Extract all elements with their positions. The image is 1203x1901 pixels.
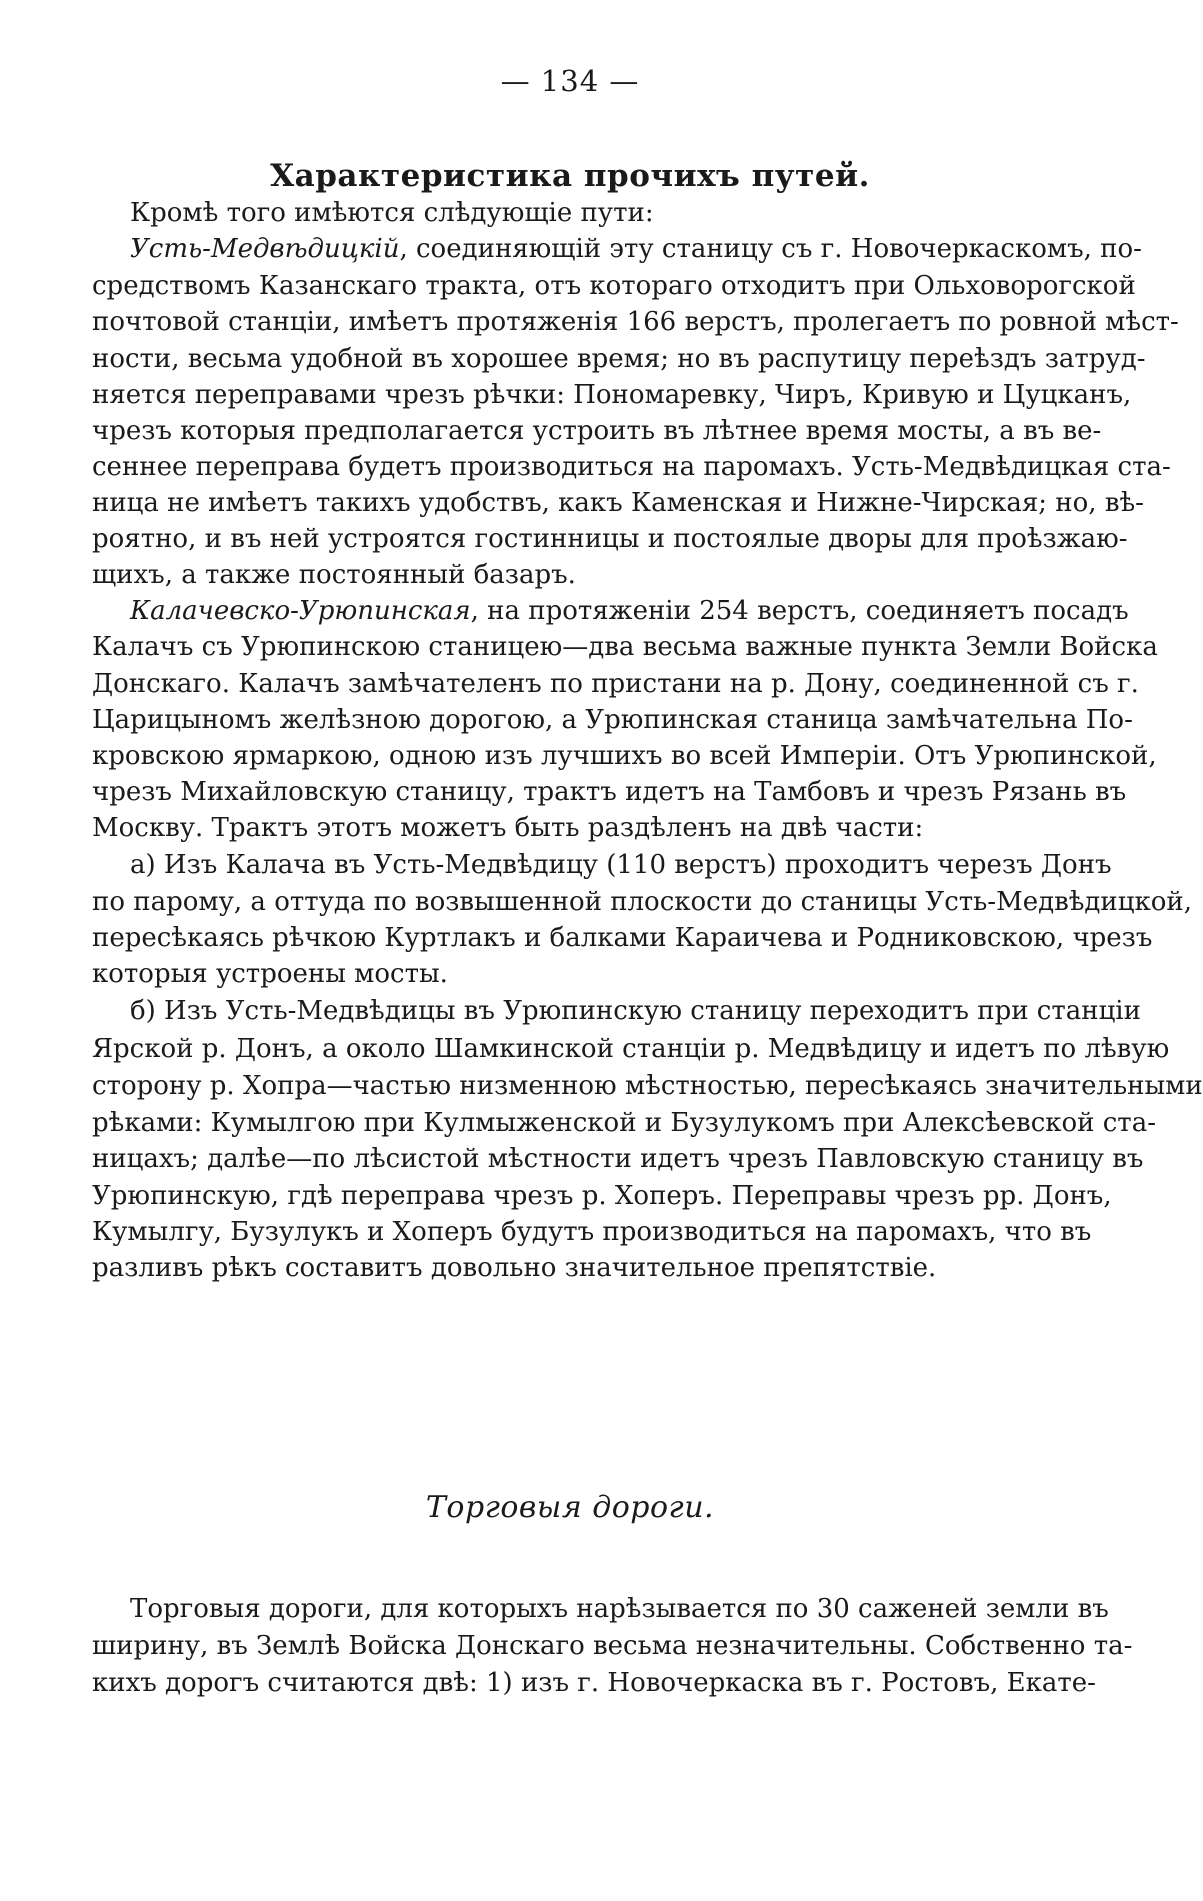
section-2-title: Торговыя дороги.	[425, 1490, 715, 1525]
paragraph-1-line: чрезъ которыя предполагается устроить въ лѣтнее время мосты, а въ ве-	[92, 416, 1102, 446]
paragraph-1-line	[130, 230, 1142, 268]
paragraph-1-line: почтовой станціи, имѣетъ протяженія 166 верстъ, пролегаетъ по ровной мѣст-	[92, 307, 1179, 337]
paragraph-2-line	[130, 592, 1129, 630]
paragraph-2-line-text: , на протяженіи 254 верстъ, соединяетъ посадъ	[470, 596, 1129, 626]
paragraph-4-line: Кумылгу, Бузулукъ и Хоперъ будутъ производиться на паромахъ, что въ	[92, 1217, 1092, 1247]
paragraph-2-line: кровскою ярмаркою, одною изъ лучшихъ во всей Имперіи. Отъ Урюпинской,	[92, 741, 1157, 771]
paragraph-3-line: по парому, а оттуда по возвышенной плоскости до станицы Усть-Медвѣдицкой,	[92, 887, 1192, 917]
paragraph-2-line: Москву. Трактъ этотъ можетъ быть раздѣленъ на двѣ части:	[92, 813, 924, 843]
paragraph-2-line: Калачъ съ Урюпинскою станицею—два весьма важные пункта Земли Войска	[92, 632, 1158, 662]
paragraph-1-line-text: , соединяющій эту станицу съ г. Новочеркаскомъ, по-	[399, 234, 1142, 264]
paragraph-5-line: Торговыя дороги, для которыхъ нарѣзывается по 30 саженей земли въ	[130, 1594, 1109, 1624]
paragraph-3-line: пересѣкаясь рѣчкою Куртлакъ и балками Караичева и Родниковскою, чрезъ	[92, 923, 1153, 953]
paragraph-4-line: ницахъ; далѣе—по лѣсистой мѣстности идетъ чрезъ Павловскую станицу въ	[92, 1144, 1144, 1174]
paragraph-4-line: разливъ рѣкъ составитъ довольно значительное препятствіе.	[92, 1253, 937, 1283]
paragraph-1-line: ности, весьма удобной въ хорошее время; но въ распутицу переѣздъ затруд-	[92, 344, 1146, 374]
intro-line: Кромѣ того имѣются слѣдующіе пути:	[130, 198, 654, 228]
paragraph-4-line: рѣками: Кумылгою при Кулмыженской и Бузулукомъ при Алексѣевской ста-	[92, 1108, 1156, 1138]
paragraph-4-line: Ярской р. Донъ, а около Шамкинской станціи р. Медвѣдицу и идетъ по лѣвую	[92, 1034, 1170, 1064]
paragraph-5-line: ширину, въ Землѣ Войска Донскаго весьма незначительны. Собственно та-	[92, 1631, 1133, 1661]
route-name-kalachevsko-uryupinskaya: Калачевско-Урюпинская	[130, 596, 471, 626]
paragraph-1-line: средствомъ Казанскаго тракта, отъ котораго отходитъ при Ольховорогской	[92, 271, 1136, 301]
page-number: — 134 —	[500, 64, 640, 98]
paragraph-1-line: сеннее переправа будетъ производиться на паромахъ. Усть-Медвѣдицкая ста-	[92, 452, 1171, 482]
paragraph-5-line: кихъ дорогъ считаются двѣ: 1) изъ г. Новочеркаска въ г. Ростовъ, Екате-	[92, 1668, 1096, 1698]
paragraph-1-line: роятно, и въ ней устроятся гостинницы и постоялые дворы для проѣзжаю-	[92, 524, 1128, 554]
paragraph-2-line: чрезъ Михайловскую станицу, трактъ идетъ на Тамбовъ и чрезъ Рязань въ	[92, 777, 1127, 807]
paragraph-4-line: б) Изъ Усть-Медвѣдицы въ Урюпинскую станицу переходитъ при станціи	[130, 996, 1141, 1026]
paragraph-3-line: которыя устроены мосты.	[92, 959, 448, 989]
paragraph-1-line: няется переправами чрезъ рѣчки: Пономаревку, Чиръ, Кривую и Цуцканъ,	[92, 380, 1132, 410]
route-name-ust-medveditsky: Усть-Медвѣдицкій	[130, 234, 400, 264]
paragraph-3-line: а) Изъ Калача въ Усть-Медвѣдицу (110 верстъ) проходитъ черезъ Донъ	[130, 850, 1112, 880]
paragraph-1-line: щихъ, а также постоянный базаръ.	[92, 560, 576, 590]
paragraph-2-line: Донскаго. Калачъ замѣчателенъ по пристани на р. Дону, соединенной съ г.	[92, 669, 1139, 699]
section-title: Характеристика прочихъ путей.	[270, 158, 870, 194]
paragraph-4-line: сторону р. Хопра—частью низменною мѣстностью, пересѣкаясь значительными	[92, 1071, 1203, 1101]
paragraph-1-line: ница не имѣетъ такихъ удобствъ, какъ Каменская и Нижне-Чирская; но, вѣ-	[92, 488, 1144, 518]
paragraph-2-line: Царицыномъ желѣзною дорогою, а Урюпинская станица замѣчательна По-	[92, 705, 1133, 735]
paragraph-4-line: Урюпинскую, гдѣ переправа чрезъ р. Хоперъ. Переправы чрезъ рр. Донъ,	[92, 1181, 1112, 1211]
